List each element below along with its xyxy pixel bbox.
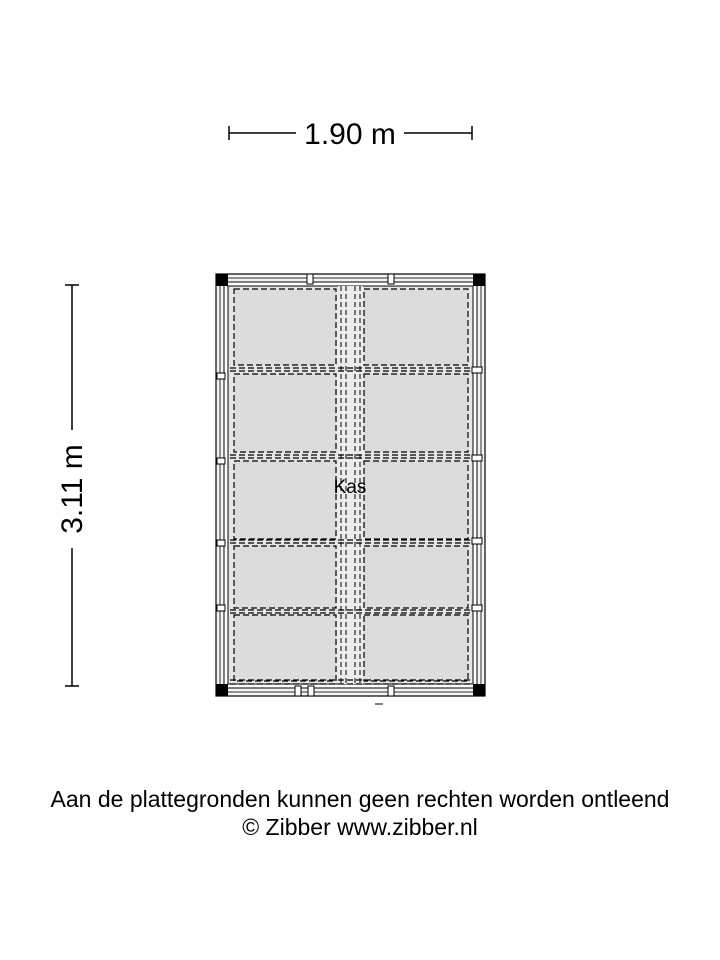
height-dimension xyxy=(56,285,89,686)
width-label: 1.90 m xyxy=(304,118,396,151)
copyright-text: © Zibber www.zibber.nl xyxy=(242,814,478,840)
disclaimer-text: Aan de plattegronden kunnen geen rechten worden ontleend xyxy=(50,786,670,812)
greenhouse-plan xyxy=(216,274,485,704)
room-label: Kas xyxy=(333,477,367,498)
width-dimension xyxy=(229,118,472,151)
height-label: 3.11 m xyxy=(56,444,89,534)
